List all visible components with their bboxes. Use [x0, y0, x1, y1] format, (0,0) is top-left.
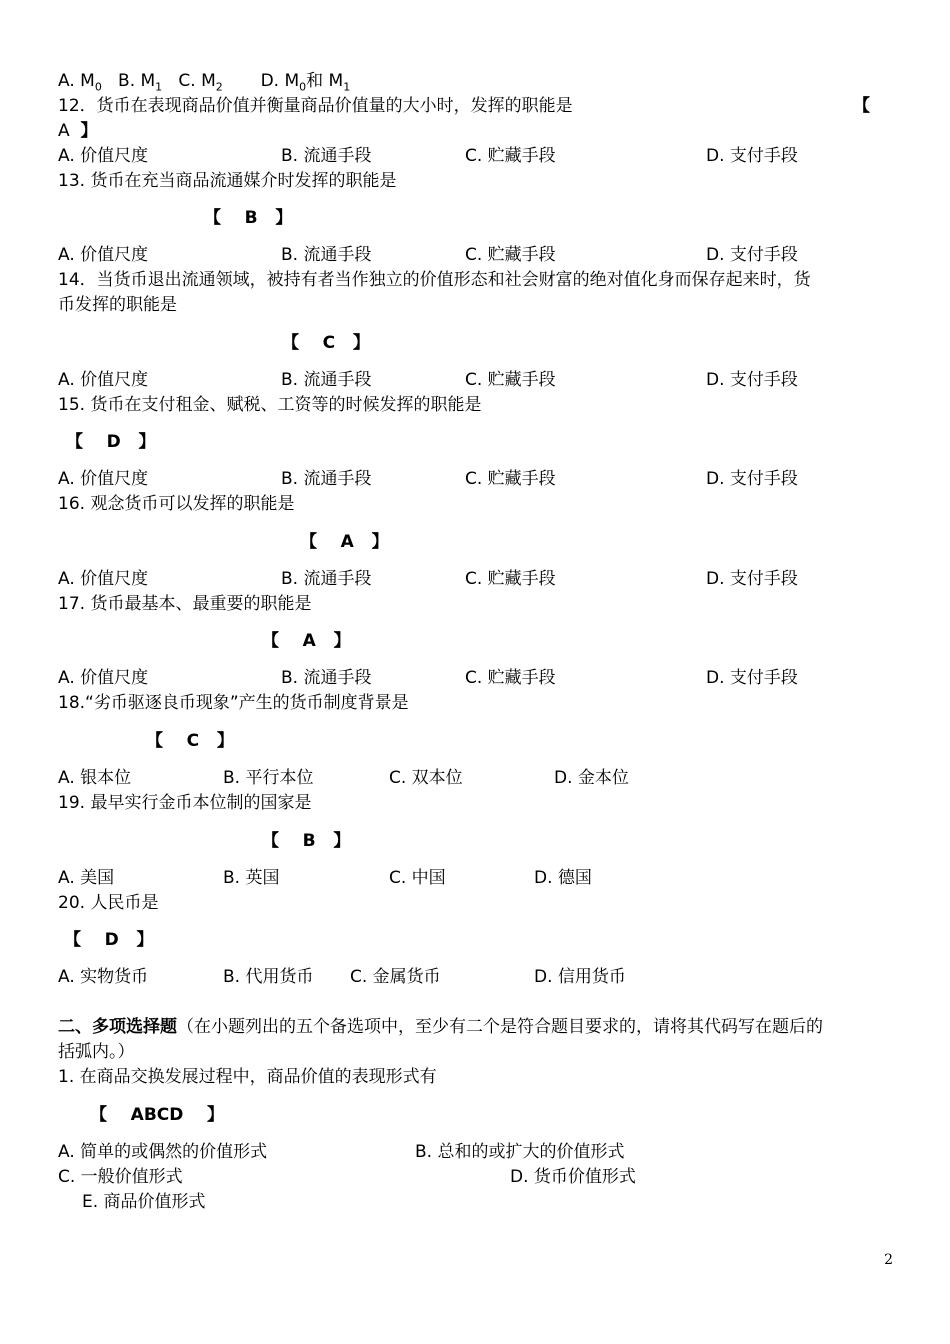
q15-text: 15. 货币在支付租金、赋税、工资等的时候发挥的职能是 [58, 395, 482, 415]
m1-option-e: E. 商品价值形式 [82, 1192, 206, 1212]
q14-text-line1: 14．当货币退出流通领域，被持有者当作独立的价值形态和社会财富的绝对值化身而保存起来时，货 [58, 270, 811, 290]
q19-option-a: A. 美国 [58, 868, 115, 888]
q11-options: A. $M_0$ B. $M_1$ C. $M_2$ D. $M_0$和 $M_1$ [58, 71, 351, 94]
q18-answer: 【 C 】 [146, 731, 234, 751]
q18-option-b: B. 平行本位 [223, 768, 314, 788]
m1-option-a: A. 简单的或偶然的价值形式 [58, 1142, 268, 1162]
q15-option-b: B. 流通手段 [281, 469, 372, 489]
m1-option-d: D. 货币价值形式 [510, 1167, 636, 1187]
q12-option-c: C. 贮藏手段 [465, 146, 556, 166]
q18-option-a: A. 银本位 [58, 768, 132, 788]
q14-option-c: C. 贮藏手段 [465, 370, 556, 390]
q13-option-a: A. 价值尺度 [58, 245, 149, 265]
q12-bracket-open: 【 [853, 96, 870, 116]
q19-option-d: D. 德国 [534, 868, 592, 888]
m1-option-b: B. 总和的或扩大的价值形式 [415, 1142, 625, 1162]
q19-text: 19. 最早实行金币本位制的国家是 [58, 793, 312, 813]
q19-option-c: C. 中国 [389, 868, 446, 888]
q18-text: 18.“劣币驱逐良币现象”产生的货币制度背景是 [58, 693, 409, 713]
q20-option-c: C. 金属货币 [350, 967, 441, 987]
q16-text: 16. 观念货币可以发挥的职能是 [58, 494, 295, 514]
q12-option-b: B. 流通手段 [281, 146, 372, 166]
q17-option-d: D. 支付手段 [706, 668, 798, 688]
q14-option-d: D. 支付手段 [706, 370, 798, 390]
m1-text: 1. 在商品交换发展过程中，商品价值的表现形式有 [58, 1067, 437, 1087]
q20-option-b: B. 代用货币 [223, 967, 314, 987]
q14-option-b: B. 流通手段 [281, 370, 372, 390]
q13-option-c: C. 贮藏手段 [465, 245, 556, 265]
q17-text: 17. 货币最基本、最重要的职能是 [58, 594, 312, 614]
section2-note-line2: 括弧内。） [58, 1042, 135, 1062]
page-number: 2 [884, 1252, 893, 1268]
q18-option-d: D. 金本位 [554, 768, 629, 788]
q12-text: 12．货币在表现商品价值并衡量商品价值量的大小时，发挥的职能是 [58, 96, 573, 116]
q12-answer: A 】 [58, 121, 98, 141]
q13-option-b: B. 流通手段 [281, 245, 372, 265]
q19-option-b: B. 英国 [223, 868, 280, 888]
q20-option-d: D. 信用货币 [534, 967, 626, 987]
m1-answer: 【 ABCD 】 [90, 1105, 225, 1125]
q13-answer: 【 B 】 [204, 208, 293, 228]
q14-text-line2: 币发挥的职能是 [58, 295, 177, 315]
q14-option-a: A. 价值尺度 [58, 370, 149, 390]
q16-option-d: D. 支付手段 [706, 569, 798, 589]
q16-option-b: B. 流通手段 [281, 569, 372, 589]
q15-option-d: D. 支付手段 [706, 469, 798, 489]
q16-option-c: C. 贮藏手段 [465, 569, 556, 589]
q13-option-d: D. 支付手段 [706, 245, 798, 265]
q19-answer: 【 B 】 [262, 831, 351, 851]
section2-note: （在小题列出的五个备选项中，至少有二个是符合题目要求的，请将其代码写在题后的 [177, 1017, 823, 1037]
q12-option-d: D. 支付手段 [706, 146, 798, 166]
q20-text: 20. 人民币是 [58, 893, 159, 913]
q17-option-a: A. 价值尺度 [58, 668, 149, 688]
q13-text: 13. 货币在充当商品流通媒介时发挥的职能是 [58, 171, 397, 191]
section2-heading: 二、多项选择题 [58, 1017, 177, 1037]
q12-option-a: A. 价值尺度 [58, 146, 149, 166]
q18-option-c: C. 双本位 [389, 768, 463, 788]
q15-option-a: A. 价值尺度 [58, 469, 149, 489]
q16-option-a: A. 价值尺度 [58, 569, 149, 589]
m1-option-c: C. 一般价值形式 [58, 1167, 183, 1187]
q20-answer: 【 D 】 [64, 930, 154, 950]
q15-option-c: C. 贮藏手段 [465, 469, 556, 489]
q15-answer: 【 D 】 [66, 432, 156, 452]
q17-option-c: C. 贮藏手段 [465, 668, 556, 688]
q20-option-a: A. 实物货币 [58, 967, 149, 987]
q14-answer: 【 C 】 [282, 333, 370, 353]
q17-answer: 【 A 】 [262, 631, 351, 651]
section2-heading-line [58, 1016, 823, 1038]
q17-option-b: B. 流通手段 [281, 668, 372, 688]
q16-answer: 【 A 】 [300, 532, 389, 552]
